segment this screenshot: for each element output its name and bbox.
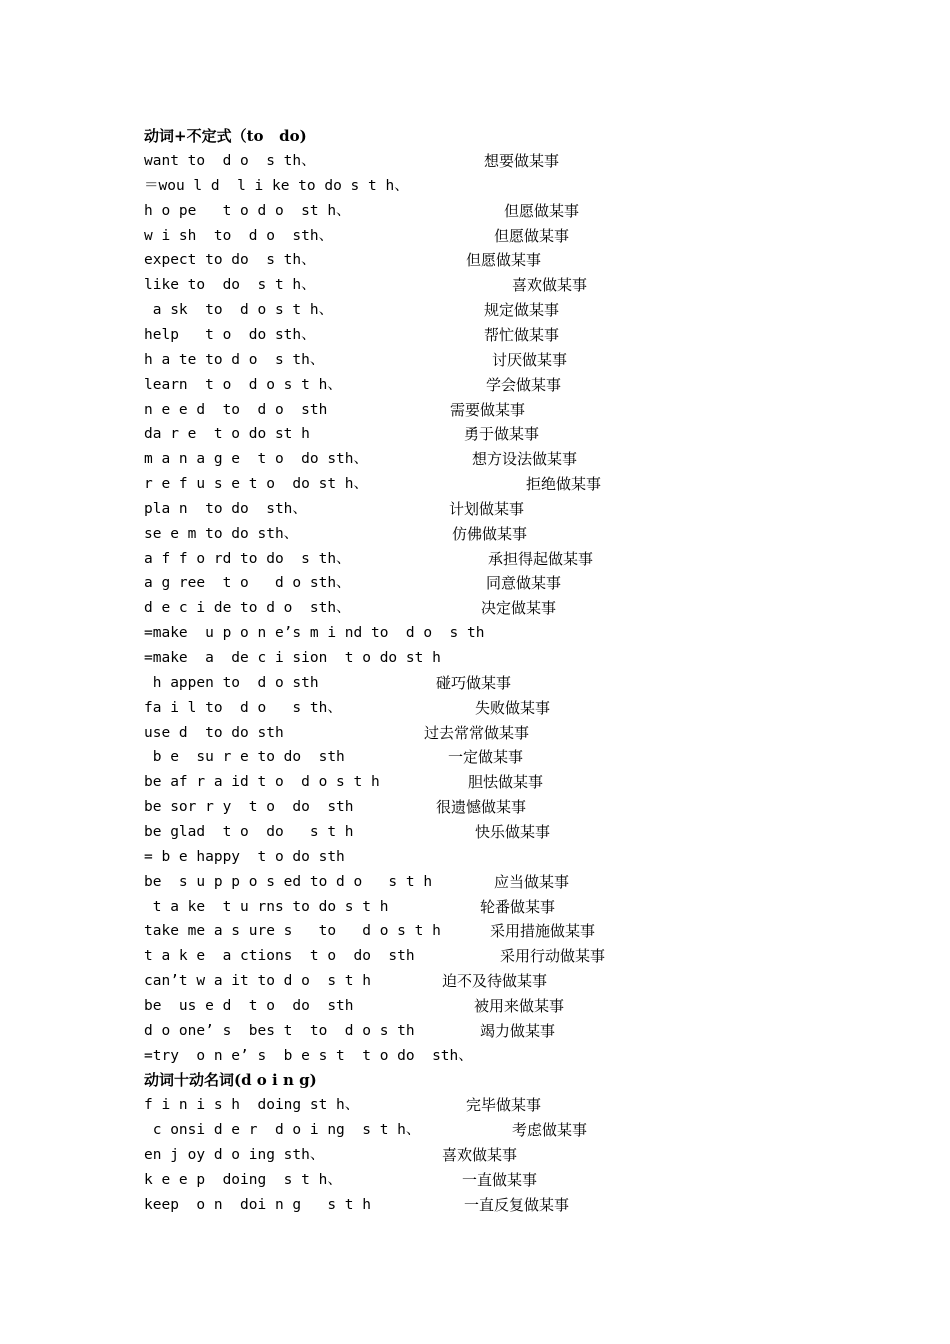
- phrase-chinese: 但愿做某事: [504, 201, 580, 220]
- phrase-chinese: 喜欢做某事: [512, 276, 588, 295]
- phrase-english: f i n i s h doing st h、: [144, 1097, 360, 1114]
- phrase-english: can’t w a it to d o s t h: [144, 973, 371, 990]
- phrase-chinese: 迫不及待做某事: [442, 972, 548, 991]
- phrase-chinese: 帮忙做某事: [484, 325, 560, 344]
- phrase-line: [144, 497, 844, 522]
- phrase-english: a sk to d o s t h、: [144, 302, 334, 319]
- phrase-english: help t o do sth、: [144, 326, 316, 343]
- phrase-line: [144, 199, 844, 224]
- phrase-line: [144, 721, 844, 746]
- phrase-line: [144, 745, 844, 770]
- phrase-english: expect to do s th、: [144, 252, 316, 269]
- phrase-chinese: 考虑做某事: [512, 1121, 588, 1140]
- phrase-chinese: 完毕做某事: [466, 1096, 542, 1115]
- phrase-chinese: 但愿做某事: [466, 251, 542, 270]
- phrase-line: [144, 919, 844, 944]
- phrase-english: d o one’ s bes t to d o s th: [144, 1022, 415, 1039]
- phrase-english: h appen to d o sth: [144, 674, 319, 691]
- phrase-english: =try o n e’ s b e s t t o do sth、: [144, 1047, 473, 1064]
- phrase-english: =make u p o n e’s m i nd to d o s th: [144, 625, 485, 642]
- phrase-english: = b e happy t o do sth: [144, 848, 345, 865]
- phrase-line: [144, 1019, 844, 1044]
- phrase-english: fa i l to d o s th、: [144, 699, 342, 716]
- phrase-english: r e f u s e t o do st h、: [144, 476, 369, 493]
- phrase-english: t a ke t u rns to do s t h: [144, 898, 389, 915]
- phrase-chinese: 想要做某事: [484, 152, 560, 170]
- phrase-chinese: 采用措施做某事: [490, 922, 596, 941]
- phrase-line: [144, 696, 844, 721]
- phrase-chinese: 被用来做某事: [474, 996, 565, 1015]
- phrase-chinese: 讨厌做某事: [492, 350, 568, 369]
- phrase-english: se e m to do sth、: [144, 525, 299, 542]
- phrase-chinese: 承担得起做某事: [488, 549, 594, 568]
- phrase-line: [144, 1143, 844, 1168]
- phrase-english: ＝wou l d l i ke to do s t h、: [144, 177, 409, 194]
- phrase-line: [144, 969, 844, 994]
- phrase-line: [144, 273, 844, 298]
- phrase-chinese: 竭力做某事: [480, 1021, 556, 1040]
- phrase-english: be us e d t o do sth: [144, 997, 354, 1014]
- phrase-chinese: 过去常常做某事: [424, 723, 530, 742]
- phrase-english: be s u p p o s ed to d o s t h: [144, 873, 433, 890]
- phrase-chinese: 一直反复做某事: [464, 1195, 570, 1214]
- phrase-line: [144, 671, 844, 696]
- phrase-english: t a k e a ctions t o do sth: [144, 948, 415, 965]
- phrase-chinese: 计划做某事: [449, 499, 525, 518]
- phrase-english: want to d o s th、: [144, 153, 316, 169]
- phrase-chinese: 决定做某事: [481, 599, 557, 618]
- phrase-chinese: 一定做某事: [448, 748, 524, 767]
- phrase-line: [144, 447, 844, 472]
- phrase-chinese: 仿佛做某事: [452, 524, 528, 543]
- phrase-line: [144, 820, 844, 845]
- phrase-english: a f f o rd to do s th、: [144, 550, 351, 567]
- phrase-line: [144, 472, 844, 497]
- phrase-line: [144, 1118, 844, 1143]
- phrase-line: [144, 224, 844, 249]
- phrase-line: [144, 621, 844, 646]
- phrase-line: [144, 298, 844, 323]
- phrase-chinese: 想方设法做某事: [472, 450, 578, 469]
- phrase-line: [144, 845, 844, 870]
- phrase-chinese: 学会做某事: [486, 375, 562, 394]
- phrase-line: [144, 422, 844, 447]
- phrase-line: [144, 373, 844, 398]
- phrase-english: h a te to d o s th、: [144, 351, 325, 368]
- phrase-chinese: 喜欢做某事: [442, 1146, 518, 1164]
- phrase-english: en j oy d o ing sth、: [144, 1147, 325, 1163]
- phrase-chinese: 很遗憾做某事: [436, 798, 527, 817]
- phrase-english: d e c i de to d o sth、: [144, 600, 351, 617]
- phrase-line: [144, 398, 844, 423]
- phrase-line: [144, 1093, 844, 1118]
- phrase-line: [144, 795, 844, 820]
- phrase-english: take me a s ure s to d o s t h: [144, 923, 441, 940]
- phrase-chinese: 碰巧做某事: [436, 673, 512, 692]
- phrase-english: use d to do sth: [144, 724, 284, 741]
- phrase-line: [144, 1168, 844, 1193]
- phrase-line: [144, 646, 844, 671]
- phrase-english: w i sh to d o sth、: [144, 227, 334, 244]
- phrase-english: h o pe t o d o st h、: [144, 202, 351, 219]
- phrase-english: c onsi d e r d o i ng s t h、: [144, 1122, 421, 1139]
- phrase-line: [144, 944, 844, 969]
- phrase-chinese: 但愿做某事: [494, 226, 570, 245]
- phrase-line: [144, 994, 844, 1019]
- phrase-english: da r e t o do st h: [144, 426, 310, 443]
- heading-gerund: 动词十动名词(d o i n g): [144, 1071, 317, 1090]
- phrase-line: [144, 870, 844, 895]
- phrase-english: b e su r e to do sth: [144, 749, 345, 766]
- phrase-chinese: 勇于做某事: [464, 425, 540, 444]
- phrase-english: be glad t o do s t h: [144, 823, 354, 840]
- phrase-chinese: 胆怯做某事: [468, 773, 544, 792]
- phrase-english: =make a de c i sion t o do st h: [144, 650, 441, 666]
- phrase-english: keep o n doi n g s t h: [144, 1196, 371, 1213]
- phrase-line: [144, 895, 844, 920]
- phrase-line: [144, 547, 844, 572]
- phrase-line: [144, 1193, 844, 1218]
- phrase-english: m a n a g e t o do sth、: [144, 451, 369, 468]
- phrase-chinese: 快乐做某事: [475, 822, 551, 841]
- phrase-chinese: 规定做某事: [484, 301, 560, 320]
- phrase-line: [144, 174, 844, 199]
- phrase-chinese: 同意做某事: [486, 574, 562, 593]
- phrase-english: k e e p doing s t h、: [144, 1171, 342, 1188]
- phrase-line: [144, 348, 844, 373]
- phrase-line: [144, 596, 844, 621]
- phrase-line: [144, 323, 844, 348]
- phrase-chinese: 拒绝做某事: [526, 475, 602, 494]
- phrase-chinese: 一直做某事: [462, 1170, 538, 1189]
- phrase-line: [144, 522, 844, 547]
- phrase-line: [144, 770, 844, 795]
- phrase-line: [144, 571, 844, 596]
- phrase-line: [144, 149, 844, 174]
- phrase-english: n e e d to d o sth: [144, 401, 328, 418]
- phrase-english: like to do s t h、: [144, 277, 316, 294]
- heading-infinitive: 动词+不定式（to do): [144, 127, 307, 145]
- phrase-english: learn t o d o s t h、: [144, 376, 342, 393]
- phrase-chinese: 需要做某事: [450, 400, 526, 419]
- phrase-line: [144, 248, 844, 273]
- phrase-chinese: 轮番做某事: [480, 897, 556, 916]
- phrase-english: a g ree t o d o sth、: [144, 575, 351, 592]
- phrase-chinese: 应当做某事: [494, 872, 570, 891]
- phrase-chinese: 失败做某事: [475, 698, 551, 717]
- phrase-english: be af r a id t o d o s t h: [144, 774, 380, 791]
- phrase-english: be sor r y t o do sth: [144, 799, 354, 816]
- phrase-line: [144, 1044, 844, 1069]
- phrase-chinese: 采用行动做某事: [500, 947, 606, 966]
- phrase-english: pla n to do sth、: [144, 500, 307, 517]
